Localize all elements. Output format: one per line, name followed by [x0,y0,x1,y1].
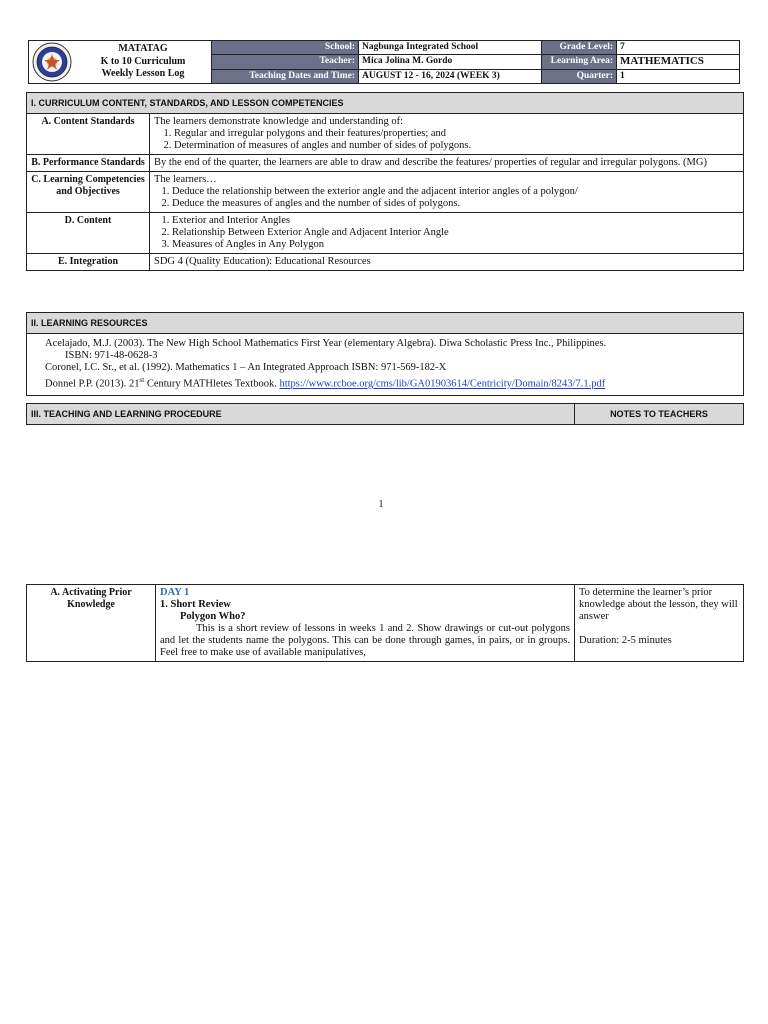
content-standards-list [154,128,739,152]
section-2-heading: II. LEARNING RESOURCES [27,313,744,334]
teacher-label: Teacher: [212,55,359,69]
activity-body: This is a short review of lessons in weeks 1 and 2. Show drawings or cut-out polygons and let the students name the polygons. This can be done through games, in pairs, or in groups. Feel free to make use of available manipulatives, [160,623,570,658]
quarter-value: 1 [617,69,740,83]
notes-to-teachers-heading: NOTES TO TEACHERS [575,404,744,425]
list-item: 1. Regular and irregular polygons and their features/properties; and [174,128,739,140]
integration-label: E. Integration [27,254,150,271]
reference-1-isbn: ISBN: 971-48-0628-3 [65,350,158,361]
title-line-3: Weekly Lesson Log [101,68,185,80]
content-cell [150,213,744,254]
content-standards-label: A. Content Standards [27,114,150,155]
list-item: 2. Relationship Between Exterior Angle and Adjacent Interior Angle [172,227,739,239]
activity-table [26,584,744,662]
teacher-value: Mica Jolina M. Gordo [359,55,542,69]
reference-3-title: Century MATHletes Textbook. [144,378,277,390]
list-item: 1. Deduce the relationship between the exterior angle and the adjacent interior angles of a polygon/ [172,186,739,198]
quarter-label: Quarter: [542,69,617,83]
reference-3-text: Donnel P.P. (2013). 21 [45,378,140,390]
grade-level-value: 7 [617,41,740,55]
competencies-intro: The learners… [154,174,217,185]
content-standards-intro: The learners demonstrate knowledge and understanding of: [154,116,404,127]
teaching-dates-value: AUGUST 12 - 16, 2024 (WEEK 3) [359,69,542,83]
activity-subtitle: Polygon Who? [180,611,246,622]
learning-area-value: MATHEMATICS [617,55,740,69]
references-cell [27,334,744,396]
list-item: 1. Exterior and Interior Angles [172,215,739,227]
competencies-cell [150,172,744,213]
section-3-heading: III. TEACHING AND LEARNING PROCEDURE [27,404,575,425]
activity-content-cell [156,585,575,662]
performance-standards-text: By the end of the quarter, the learners are able to draw and describe the features/ properties of regular and irregular polygons. (MG) [150,155,744,172]
competencies-list [154,186,739,210]
deped-seal-icon [32,42,72,82]
activating-prior-knowledge-label: A. Activating Prior Knowledge [27,585,156,662]
reference-1: Acelajado, M.J. (2003). The New High School Mathematics First Year (elementary Algebra). Diwa Scholastic Press Inc., Philippines. [45,338,607,349]
list-item: 2. Determination of measures of angles and number of sides of polygons. [174,140,739,152]
list-item: 2. Deduce the measures of angles and the number of sides of polygons. [172,198,739,210]
competencies-label: C. Learning Competencies and Objectives [27,172,150,213]
activity-item-title: 1. Short Review [160,599,231,610]
title-line-2: K to 10 Curriculum [100,55,186,67]
reference-3 [45,374,725,391]
activity-duration: Duration: 2-5 minutes [579,635,672,646]
content-label: D. Content [27,213,150,254]
header-table [28,40,740,84]
grade-level-label: Grade Level: [542,41,617,55]
performance-standards-label: B. Performance Standards [27,155,150,172]
teaching-dates-label: Teaching Dates and Time: [212,69,359,83]
page-number: 1 [378,499,384,510]
logo-cell [29,41,76,84]
list-item: 3. Measures of Angles in Any Polygon [172,239,739,251]
school-label: School: [212,41,359,55]
title-line-1: MATATAG [118,43,168,55]
reference-3-sup: st [139,376,145,384]
document-title [75,41,212,84]
reference-2: Coronel, I.C. Sr., et al. (1992). Mathematics 1 – An Integrated Approach ISBN: 971-569-182-X [45,362,447,373]
school-value: Nagbunga Integrated School [359,41,542,55]
activity-notes-text: To determine the learner’s prior knowledge about the lesson, they will answer [579,587,738,622]
procedure-section-header [26,403,744,425]
content-standards-cell [150,114,744,155]
curriculum-section [26,92,744,271]
integration-text: SDG 4 (Quality Education): Educational Resources [150,254,744,271]
reference-3-link[interactable]: https://www.rcboe.org/cms/lib/GA01903614/Centricity/Domain/8243/7.1.pdf [279,378,606,390]
learning-area-label: Learning Area: [542,55,617,69]
activity-notes-cell [575,585,744,662]
day-label: DAY 1 [160,587,190,598]
content-list [154,215,739,251]
learning-resources-section [26,312,744,396]
section-1-heading: I. CURRICULUM CONTENT, STANDARDS, AND LESSON COMPETENCIES [27,93,744,114]
